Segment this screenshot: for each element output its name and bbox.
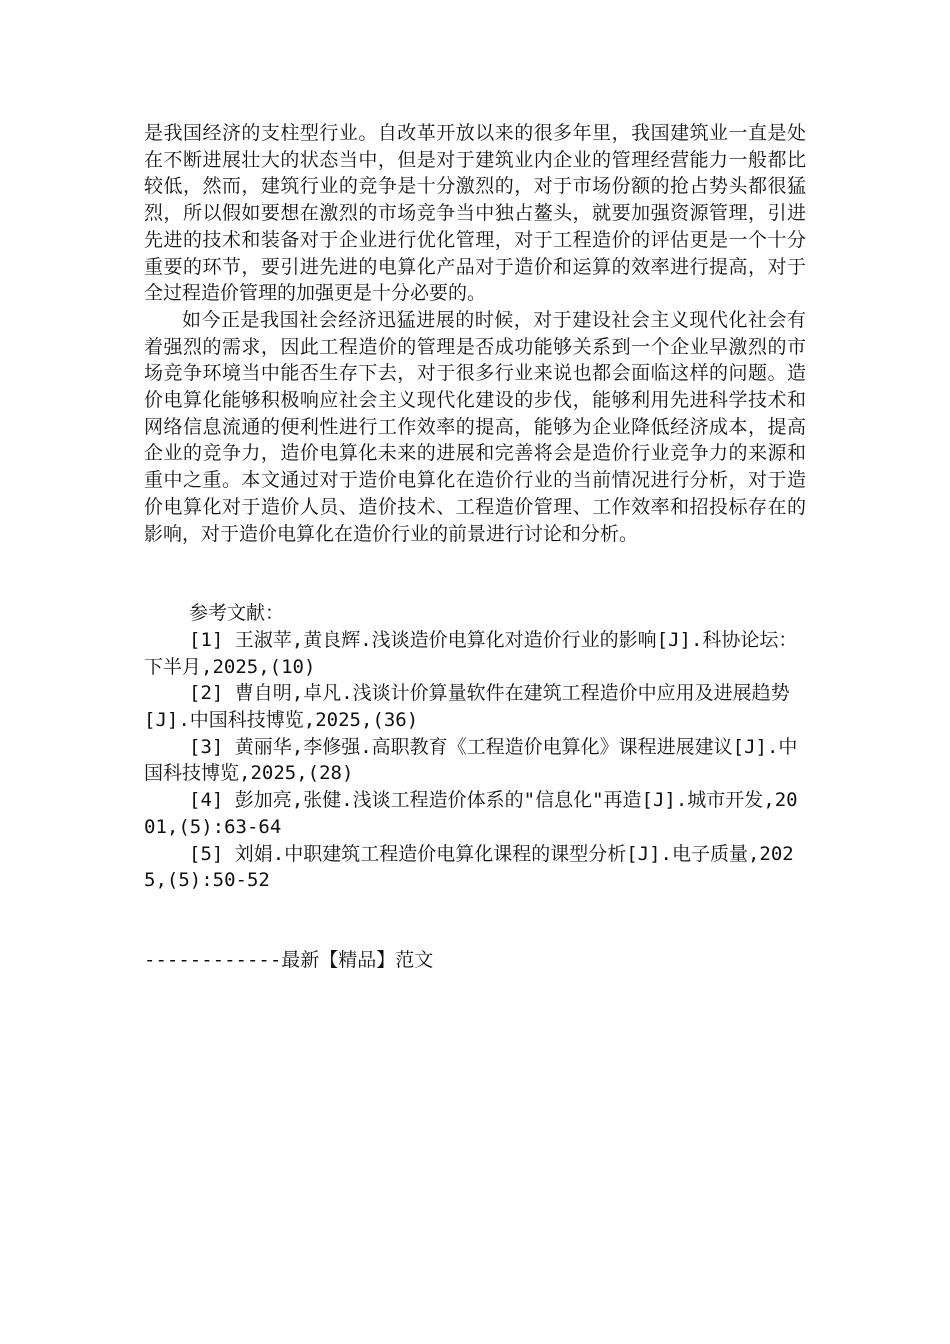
body-paragraph-1: 是我国经济的支柱型行业。自改革开放以来的很多年里，我国建筑业一直是处在不断进展壮大的状态当中，但是对于建筑业内企业的管理经营能力一般都比较低，然而，建筑行业的竞争是十分激烈的，对于市场份额的抢占势头都很猛烈，所以假如要想在激烈的市场竞争当中独占鳌头，就要加强资源管理，引进先进的技术和装备对于企业进行优化管理，对于工程造价的评估更是一个十分重要的环节，要引进先进的电算化产品对于造价和运算的效率进行提高，对于全过程造价管理的加强更是十分必要的。 <box>144 122 806 305</box>
reference-item-2: [2] 曹自明,卓凡.浅谈计价算量软件在建筑工程造价中应用及进展趋势[J].中国科技博览,2025,(36) <box>144 682 790 732</box>
reference-item-4: [4] 彭加亮,张健.浅谈工程造价体系的"信息化"再造[J].城市开发,2001,(5):63-64 <box>144 789 798 838</box>
reference-item-5: [5] 刘娟.中职建筑工程造价电算化课程的课型分析[J].电子质量,2025,(5):50-52 <box>144 842 794 892</box>
footer-banner: ------------最新【精品】范文 <box>144 948 434 971</box>
references-list <box>144 627 806 894</box>
reference-item-3: [3] 黄丽华,李修强.高职教育《工程造价电算化》课程进展建议[J].中国科技博览,2025,(28) <box>144 735 798 785</box>
body-paragraph-2: 如今正是我国社会经济迅猛进展的时候，对于建设社会主义现代化社会有着强烈的需求，因此工程造价的管理是否成功能够关系到一个企业早激烈的市场竞争环境当中能否生存下去，对于很多行业来说也都会面临这样的问题。造价电算化能够积极响应社会主义现代化建设的步伐，能够利用先进科学技术和网络信息流通的便利性进行工作效率的提高，能够为企业降低经济成本，提高企业的竞争力，造价电算化未来的进展和完善将会是造价行业竞争力的来源和重中之重。本文通过对于造价电算化在造价行业的当前情况进行分析，对于造价电算化对于造价人员、造价技术、工程造价管理、工作效率和招投标存在的影响，对于造价电算化在造价行业的前景进行讨论和分析。 <box>144 308 806 545</box>
document-page <box>144 120 806 974</box>
reference-item-1: [1] 王淑苹,黄良辉.浅谈造价电算化对造价行业的影响[J].科协论坛：下半月,2025,(10) <box>144 628 798 678</box>
references-title: 参考文献： <box>189 602 285 625</box>
